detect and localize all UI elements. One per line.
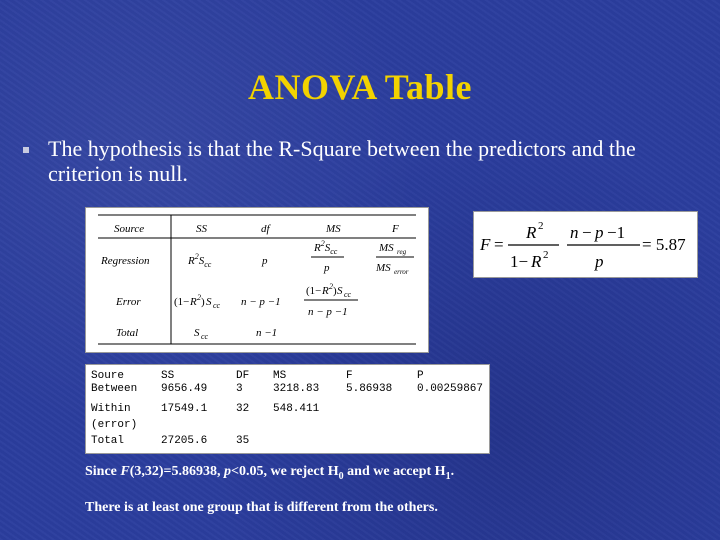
svg-text:cc: cc	[201, 332, 209, 341]
svg-text:(1−: (1−	[306, 285, 322, 297]
header-source: Source	[114, 223, 145, 235]
header-ss: SS	[196, 223, 207, 235]
svg-text:MS: MS	[376, 262, 391, 274]
svg-text:R: R	[322, 285, 329, 297]
output-row-source: Within	[91, 403, 131, 415]
output-header-f: F	[346, 370, 353, 382]
final-note: There is at least one group that is different from the others.	[85, 500, 438, 515]
svg-text:MS: MS	[379, 242, 394, 254]
svg-text:S: S	[206, 296, 212, 308]
output-row-ss: 17549.1	[161, 403, 208, 415]
svg-text:2: 2	[197, 293, 201, 302]
svg-text:n − p −1: n − p −1	[241, 296, 281, 308]
output-row-ms: 3218.83	[273, 383, 320, 395]
svg-text:2: 2	[543, 249, 549, 261]
anova-formula-table-image	[85, 207, 429, 353]
svg-text:S: S	[194, 327, 200, 339]
output-header-df: DF	[236, 370, 250, 382]
output-row-ss: 27205.6	[161, 435, 208, 447]
row-regression: Regression	[101, 255, 150, 267]
svg-text:R: R	[526, 223, 537, 242]
slide-title: ANOVA Table	[248, 67, 472, 107]
output-row-f: 5.86938	[346, 383, 393, 395]
hypothesis-bullet: The hypothesis is that the R-Square between the predictors and the criterion is null.	[48, 136, 636, 186]
header-df: df	[261, 223, 270, 235]
header-f: F	[392, 223, 399, 235]
anova-output-table	[85, 364, 490, 454]
svg-text:−1: −1	[607, 223, 626, 242]
svg-text:): )	[333, 285, 337, 297]
svg-text:n − p −1: n − p −1	[308, 306, 348, 318]
svg-text:R: R	[190, 296, 197, 308]
conclusion-text: Since F(3,32)=5.86938, p<0.05, we reject $H_0$ and we accept $H_1$.	[85, 464, 455, 482]
svg-text:n: n	[570, 223, 579, 242]
output-row-source: Total	[91, 435, 125, 447]
svg-text:F: F	[480, 235, 491, 254]
svg-text:p: p	[262, 255, 268, 267]
output-row-df: 3	[236, 383, 243, 395]
output-row-source: Between	[91, 383, 138, 395]
row-error: Error	[116, 296, 141, 308]
svg-text:R2Scc: $R^2S_{cc}$	[314, 239, 338, 256]
svg-text:reg: reg	[397, 248, 407, 256]
f-result-value: = 5.87	[642, 235, 686, 254]
svg-text:p: p	[595, 223, 604, 242]
output-header-p: P	[417, 370, 424, 382]
svg-text:R: R	[531, 252, 542, 271]
header-ms: MS	[326, 223, 341, 235]
output-row-p: 0.00259867	[417, 383, 484, 395]
svg-text:(1−: (1−	[174, 296, 190, 308]
svg-text:): )	[201, 296, 205, 308]
output-header-source: Soure	[91, 370, 125, 382]
output-row-source: (error)	[91, 419, 138, 431]
bullet-square-icon	[23, 147, 29, 153]
svg-text:−: −	[582, 223, 592, 242]
output-header-ms: MS	[273, 370, 287, 382]
svg-text:S: S	[337, 285, 343, 297]
svg-text:n −1: n −1	[256, 327, 278, 339]
row-total: Total	[116, 327, 139, 339]
svg-text:p: p	[595, 252, 604, 271]
svg-text:cc: cc	[213, 301, 221, 310]
svg-text:cc: cc	[344, 290, 352, 299]
svg-text:2: 2	[329, 282, 333, 291]
output-row-ms: 548.411	[273, 403, 320, 415]
svg-text:2: 2	[538, 220, 544, 232]
output-header-ss: SS	[161, 370, 175, 382]
svg-text:p: p	[324, 262, 330, 274]
f-statistic-formula	[473, 211, 698, 278]
output-row-df: 32	[236, 403, 250, 415]
output-row-ss: 9656.49	[161, 383, 208, 395]
svg-text:R2Scc: $R^2S_{cc}$	[188, 252, 212, 269]
output-row-df: 35	[236, 435, 250, 447]
svg-text:1−: 1−	[510, 252, 529, 271]
svg-text:=: =	[494, 235, 504, 254]
svg-text:error: error	[394, 268, 409, 276]
